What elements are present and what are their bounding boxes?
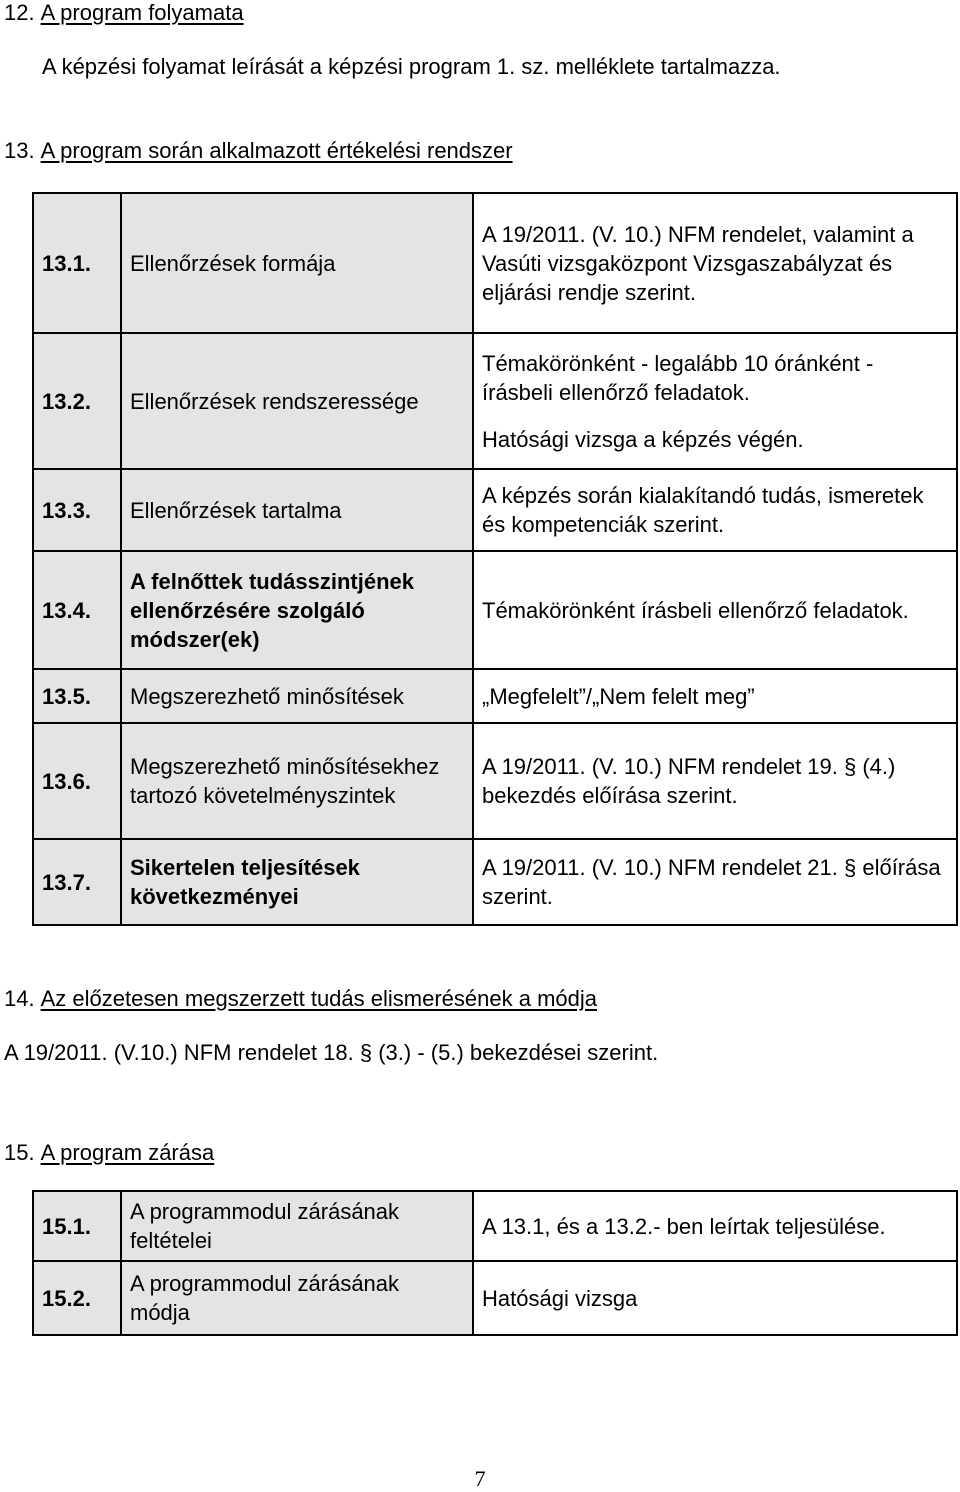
row-value: A 19/2011. (V. 10.) NFM rendelet 19. § (4.) bekezdés előírása szerint. (473, 723, 957, 839)
row-number: 15.1. (33, 1191, 121, 1261)
section-14-text: A 19/2011. (V.10.) NFM rendelet 18. § (3.) - (5.) bekezdései szerint. (4, 1040, 659, 1065)
section-title: A program zárása (40, 1140, 215, 1165)
section-number: 12. (4, 0, 35, 25)
row-label: Ellenőrzések formája (121, 193, 473, 333)
table-row (33, 551, 957, 669)
section-number: 14. (4, 986, 35, 1011)
section-12-text: A képzési folyamat leírását a képzési program 1. sz. melléklete tartalmazza. (42, 54, 781, 79)
row-label: Sikertelen teljesítések következményei (121, 839, 473, 925)
section-number: 15. (4, 1140, 35, 1165)
row-value: A 19/2011. (V. 10.) NFM rendelet 21. § előírása szerint. (473, 839, 957, 925)
page-number: 7 (474, 1466, 486, 1491)
section-title: A program során alkalmazott értékelési rendszer (40, 138, 513, 163)
table-row (33, 839, 957, 925)
row-label: A programmodul zárásának feltételei (121, 1191, 473, 1261)
table-row (33, 1191, 957, 1261)
section-title: Az előzetesen megszerzett tudás elismerésének a módja (40, 986, 597, 1011)
row-label: A felnőttek tudásszintjének ellenőrzésére szolgáló módszer(ek) (121, 551, 473, 669)
row-value: A 19/2011. (V. 10.) NFM rendelet, valamint a Vasúti vizsgaközpont Vizsgaszabályzat és eljárási rendje szerint. (473, 193, 957, 333)
value-line: Témakörönként - legalább 10 óránként - írásbeli ellenőrző feladatok. (482, 350, 874, 405)
row-value (473, 333, 957, 469)
row-value: Témakörönként írásbeli ellenőrző feladatok. (473, 551, 957, 669)
row-number: 13.7. (33, 839, 121, 925)
section-title: A program folyamata (40, 0, 244, 25)
row-number: 13.1. (33, 193, 121, 333)
row-number: 13.6. (33, 723, 121, 839)
table-row (33, 669, 957, 723)
row-label: Megszerezhető minősítések (121, 669, 473, 723)
row-value: „Megfelelt”/„Nem felelt meg” (473, 669, 957, 723)
table-row (33, 1261, 957, 1335)
value-line: Hatósági vizsga a képzés végén. (482, 426, 804, 452)
section-14-heading (4, 986, 597, 1012)
row-number: 15.2. (33, 1261, 121, 1335)
row-label: Megszerezhető minősítésekhez tartozó követelményszintek (121, 723, 473, 839)
row-number: 13.4. (33, 551, 121, 669)
row-number: 13.2. (33, 333, 121, 469)
section-15-heading (4, 1140, 214, 1166)
section-12-heading (4, 0, 244, 26)
row-number: 13.3. (33, 469, 121, 551)
row-label: Ellenőrzések tartalma (121, 469, 473, 551)
row-label: A programmodul zárásának módja (121, 1261, 473, 1335)
table-row (33, 193, 957, 333)
row-label: Ellenőrzések rendszeressége (121, 333, 473, 469)
evaluation-table (32, 192, 958, 926)
table-row (33, 469, 957, 551)
table-row (33, 723, 957, 839)
row-value: Hatósági vizsga (473, 1261, 957, 1335)
section-13-heading (4, 138, 513, 164)
table-row (33, 333, 957, 469)
row-value: A 13.1, és a 13.2.- ben leírtak teljesülése. (473, 1191, 957, 1261)
section-number: 13. (4, 138, 35, 163)
row-number: 13.5. (33, 669, 121, 723)
closing-table (32, 1190, 958, 1336)
row-value: A képzés során kialakítandó tudás, ismeretek és kompetenciák szerint. (473, 469, 957, 551)
